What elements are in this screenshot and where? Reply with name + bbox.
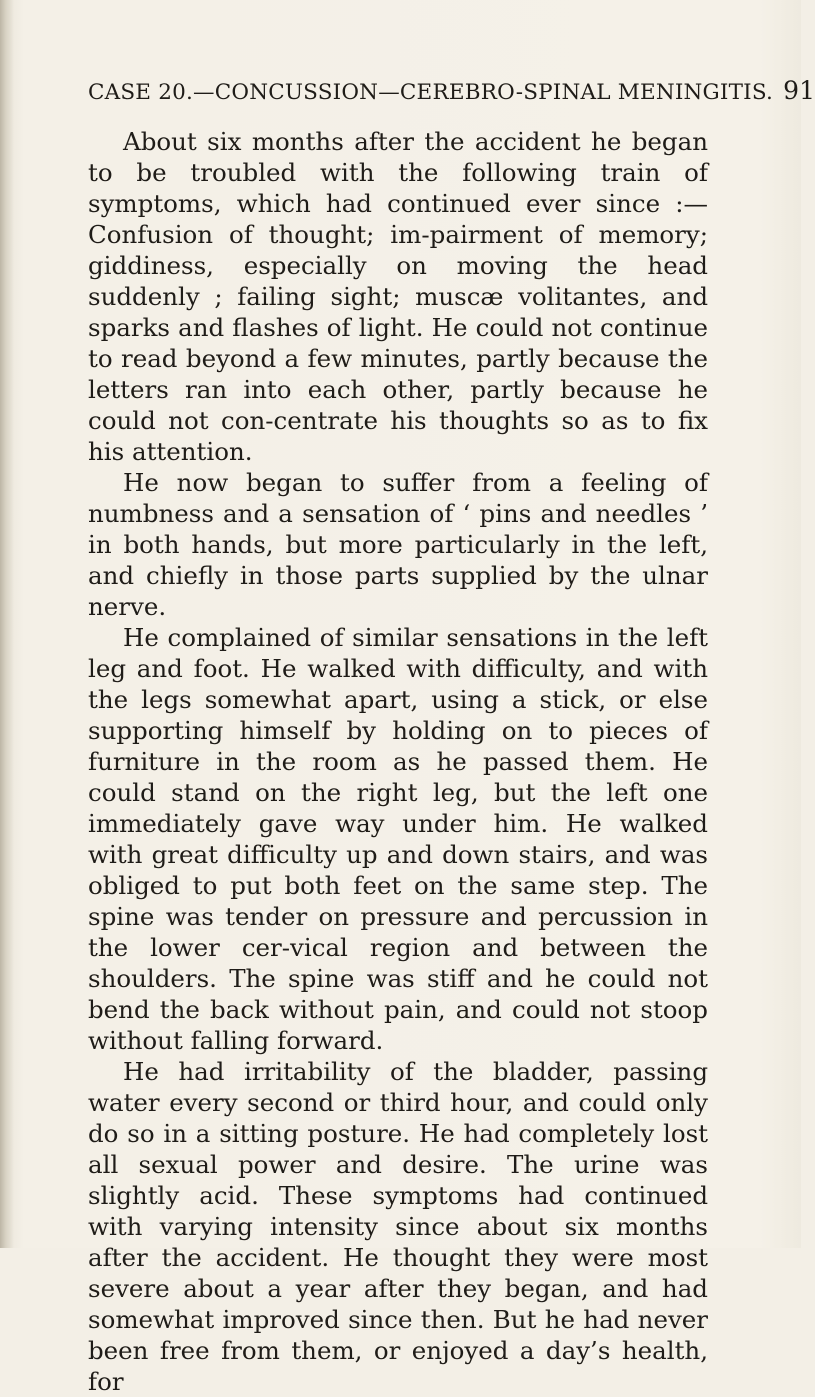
- paragraph-symptoms-onset: About six months after the accident he began to be troubled with the following train of symptoms, which had continued ever since :—Confusion of thought; im-pairment of memory; giddiness, especially on moving the head suddenly ; failing sight; muscæ volitantes, and sparks and flashes of light. He could not continue to read beyond a few minutes, partly because the letters ran into each other, partly because he could not con-centrate his thoughts so as to fix his attention.: [88, 127, 708, 466]
- body-text: [88, 126, 708, 1397]
- running-header: [88, 76, 815, 105]
- book-spine-shadow: [0, 0, 14, 1248]
- paragraph-leg-and-spine: He complained of similar sensations in the left leg and foot. He walked with difficulty, and with the legs somewhat apart, using a stick, or else supporting himself by holding on to pieces of furniture in the room as he passed them. He could stand on the right leg, but the left one immediately gave way under him. He walked with great difficulty up and down stairs, and was obliged to put both feet on the same step. The spine was tender on pressure and percussion in the lower cer-vical region and between the shoulders. The spine was stiff and he could not bend the back without pain, and could not stoop without falling forward.: [88, 623, 708, 1055]
- paragraph-bladder-symptoms: He had irritability of the bladder, passing water every second or third hour, and could only do so in a sitting posture. He had completely lost all sexual power and desire. The urine was slightly acid. These symptoms had continued with varying intensity since about six months after the accident. He thought they were most severe about a year after they began, and had somewhat improved since then. But he had never been free from them, or enjoyed a day’s health, for: [88, 1057, 708, 1396]
- running-header-title: CASE 20.—CONCUSSION—CEREBRO-SPINAL MENINGITIS.: [88, 80, 774, 105]
- page-number: 91: [783, 76, 815, 105]
- paragraph-numbness-hands: He now began to suffer from a feeling of numbness and a sensation of ‘ pins and needles ’ in both hands, but more particularly in the left, and chiefly in those parts supplied by the ulnar nerve.: [88, 468, 708, 621]
